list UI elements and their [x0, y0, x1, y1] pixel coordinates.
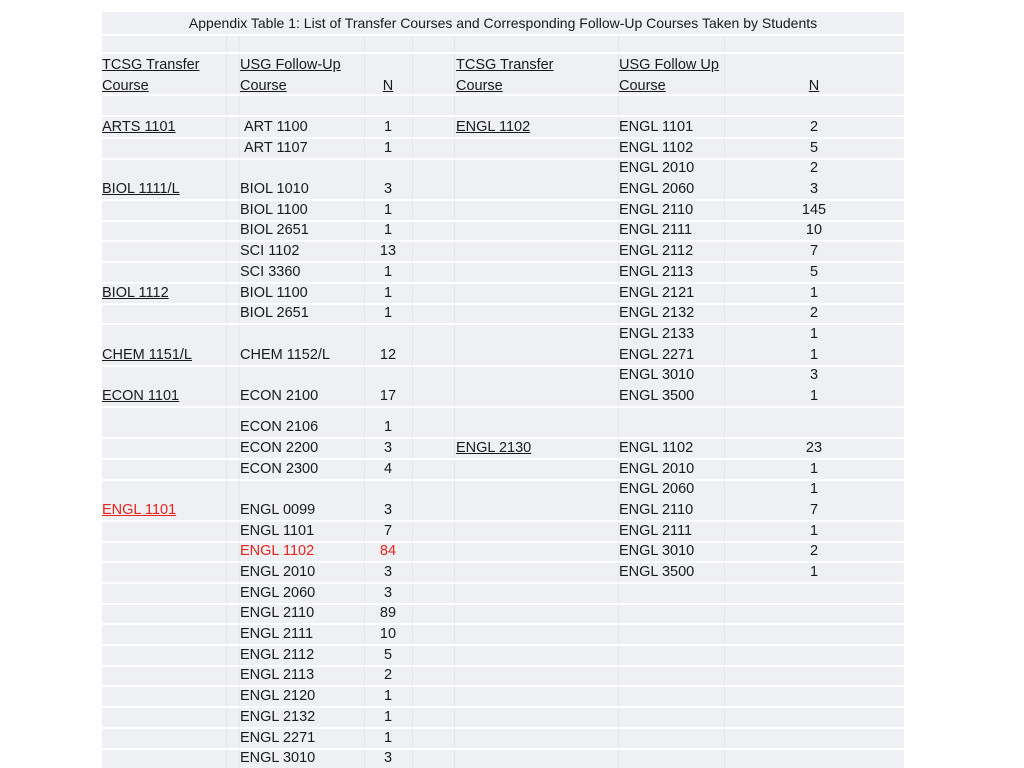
row-separator [102, 685, 904, 687]
follow-up-course: ECON 2106 [240, 419, 319, 435]
row-separator [102, 623, 904, 625]
follow-up-course: ENGL 2271 [240, 730, 316, 746]
count-n: 2 [809, 543, 819, 559]
count-n: 1 [809, 523, 819, 539]
follow-up-course: ENGL 2271 [619, 347, 695, 363]
count-n: 7 [809, 243, 819, 259]
column-divider [724, 12, 725, 768]
follow-up-course: CHEM 1152/L [240, 347, 330, 363]
count-n: 1 [383, 688, 393, 704]
follow-up-course: ENGL 3500 [619, 388, 695, 404]
count-n: 10 [805, 222, 823, 238]
follow-up-course: ENGL 1102 [619, 440, 694, 456]
count-n: 1 [383, 140, 393, 156]
count-n: 1 [383, 119, 393, 135]
row-separator [102, 748, 904, 750]
count-n: 1 [383, 222, 393, 238]
count-n: 3 [383, 181, 393, 197]
right-header-usg-line1: USG Follow Up [619, 57, 719, 73]
follow-up-course: ART 1100 [244, 119, 308, 135]
count-n: 89 [379, 605, 397, 621]
left-header-tcsg-line2: Course [102, 78, 149, 94]
count-n: 1 [383, 305, 393, 321]
row-separator [102, 52, 904, 54]
follow-up-course: ENGL 2110 [619, 202, 694, 218]
count-n: 2 [383, 667, 393, 683]
follow-up-course: ENGL 2111 [619, 222, 693, 238]
follow-up-course: BIOL 1100 [240, 202, 308, 218]
follow-up-course: ENGL 2112 [240, 647, 315, 663]
left-header-tcsg-line1: TCSG Transfer [102, 57, 200, 73]
follow-up-course: ENGL 2060 [619, 181, 695, 197]
count-n: 3 [383, 502, 393, 518]
count-n: 12 [379, 347, 397, 363]
count-n: 5 [809, 264, 819, 280]
follow-up-course: ENGL 2111 [619, 523, 693, 539]
follow-up-course: ENGL 2060 [619, 481, 695, 497]
count-n: 1 [809, 461, 819, 477]
follow-up-course: ENGL 2010 [240, 564, 316, 580]
count-n: 5 [809, 140, 819, 156]
count-n: 84 [379, 543, 397, 559]
follow-up-course: ENGL 3010 [619, 543, 695, 559]
count-n: 1 [809, 564, 819, 580]
follow-up-course: ENGL 2113 [240, 667, 315, 683]
count-n: 1 [383, 285, 393, 301]
count-n: 1 [383, 709, 393, 725]
transfer-course: BIOL 1111/L [102, 181, 180, 197]
follow-up-course: SCI 1102 [240, 243, 300, 259]
follow-up-course: ENGL 1102 [619, 140, 694, 156]
transfer-course: ECON 1101 [102, 388, 180, 404]
row-separator [102, 115, 904, 117]
count-n: 5 [383, 647, 393, 663]
follow-up-course: ENGL 2010 [619, 160, 695, 176]
count-n: 1 [809, 285, 819, 301]
count-n: 7 [383, 523, 393, 539]
follow-up-course: ENGL 2112 [619, 243, 694, 259]
row-separator [102, 706, 904, 708]
follow-up-course: ENGL 1102 [240, 543, 315, 559]
follow-up-course: ENGL 2121 [619, 285, 695, 301]
right-header-tcsg-line1: TCSG Transfer [456, 57, 554, 73]
transfer-course: ENGL 2130 [456, 440, 532, 456]
left-header-usg-line1: USG Follow-Up [240, 57, 341, 73]
count-n: 3 [809, 367, 819, 383]
follow-up-course: ENGL 0099 [240, 502, 316, 518]
follow-up-course: ENGL 2132 [619, 305, 695, 321]
count-n: 3 [383, 440, 393, 456]
row-separator [102, 582, 904, 584]
count-n: 17 [379, 388, 397, 404]
row-separator [102, 34, 904, 36]
follow-up-course: BIOL 2651 [240, 305, 309, 321]
count-n: 145 [801, 202, 827, 218]
count-n: 23 [805, 440, 823, 456]
count-n: 10 [379, 626, 397, 642]
follow-up-course: ENGL 1101 [619, 119, 694, 135]
left-header-n: N [382, 78, 394, 94]
count-n: 3 [809, 181, 819, 197]
row-separator [102, 727, 904, 729]
follow-up-course: ENGL 2110 [619, 502, 694, 518]
follow-up-course: ENGL 1101 [240, 523, 315, 539]
row-separator [102, 644, 904, 646]
column-divider [454, 12, 455, 768]
follow-up-course: ENGL 3010 [619, 367, 695, 383]
follow-up-course: ENGL 2113 [619, 264, 694, 280]
follow-up-course: BIOL 2651 [240, 222, 309, 238]
transfer-course: CHEM 1151/L [102, 347, 192, 363]
transfer-course: ENGL 1102 [456, 119, 531, 135]
table-title: Appendix Table 1: List of Transfer Courses and Corresponding Follow-Up Courses Taken by Students [102, 12, 904, 34]
count-n: 1 [809, 347, 819, 363]
transfer-course: BIOL 1112 [102, 285, 169, 301]
count-n: 3 [383, 585, 393, 601]
follow-up-course: ENGL 2010 [619, 461, 695, 477]
follow-up-course: ENGL 2132 [240, 709, 316, 725]
count-n: 1 [383, 264, 393, 280]
count-n: 3 [383, 750, 393, 766]
count-n: 7 [809, 502, 819, 518]
row-separator [102, 603, 904, 605]
follow-up-course: BIOL 1100 [240, 285, 308, 301]
count-n: 4 [383, 461, 393, 477]
row-separator [102, 665, 904, 667]
follow-up-course: ECON 2200 [240, 440, 319, 456]
follow-up-course: ENGL 2110 [240, 605, 315, 621]
follow-up-course: ECON 2100 [240, 388, 319, 404]
right-header-tcsg-line2: Course [456, 78, 503, 94]
follow-up-course: ENGL 3010 [240, 750, 316, 766]
left-header-usg-line2: Course [240, 78, 287, 94]
row-separator [102, 406, 904, 408]
count-n: 3 [383, 564, 393, 580]
right-header-n: N [808, 78, 820, 94]
appendix-table [102, 12, 904, 768]
column-divider [226, 12, 227, 768]
transfer-course: ARTS 1101 [102, 119, 176, 135]
count-n: 2 [809, 305, 819, 321]
column-divider [412, 12, 413, 768]
follow-up-course: ENGL 2111 [240, 626, 314, 642]
count-n: 1 [383, 730, 393, 746]
follow-up-course: SCI 3360 [240, 264, 301, 280]
follow-up-course: ART 1107 [244, 140, 308, 156]
count-n: 2 [809, 119, 819, 135]
follow-up-course: ECON 2300 [240, 461, 319, 477]
follow-up-course: ENGL 2133 [619, 326, 695, 342]
count-n: 1 [383, 202, 393, 218]
right-header-usg-line2: Course [619, 78, 666, 94]
count-n: 2 [809, 160, 819, 176]
follow-up-course: ENGL 2120 [240, 688, 316, 704]
count-n: 1 [809, 326, 819, 342]
transfer-course: ENGL 1101 [102, 502, 177, 518]
count-n: 13 [379, 243, 397, 259]
count-n: 1 [809, 481, 819, 497]
follow-up-course: BIOL 1010 [240, 181, 309, 197]
count-n: 1 [383, 419, 393, 435]
follow-up-course: ENGL 3500 [619, 564, 695, 580]
follow-up-course: ENGL 2060 [240, 585, 316, 601]
count-n: 1 [809, 388, 819, 404]
